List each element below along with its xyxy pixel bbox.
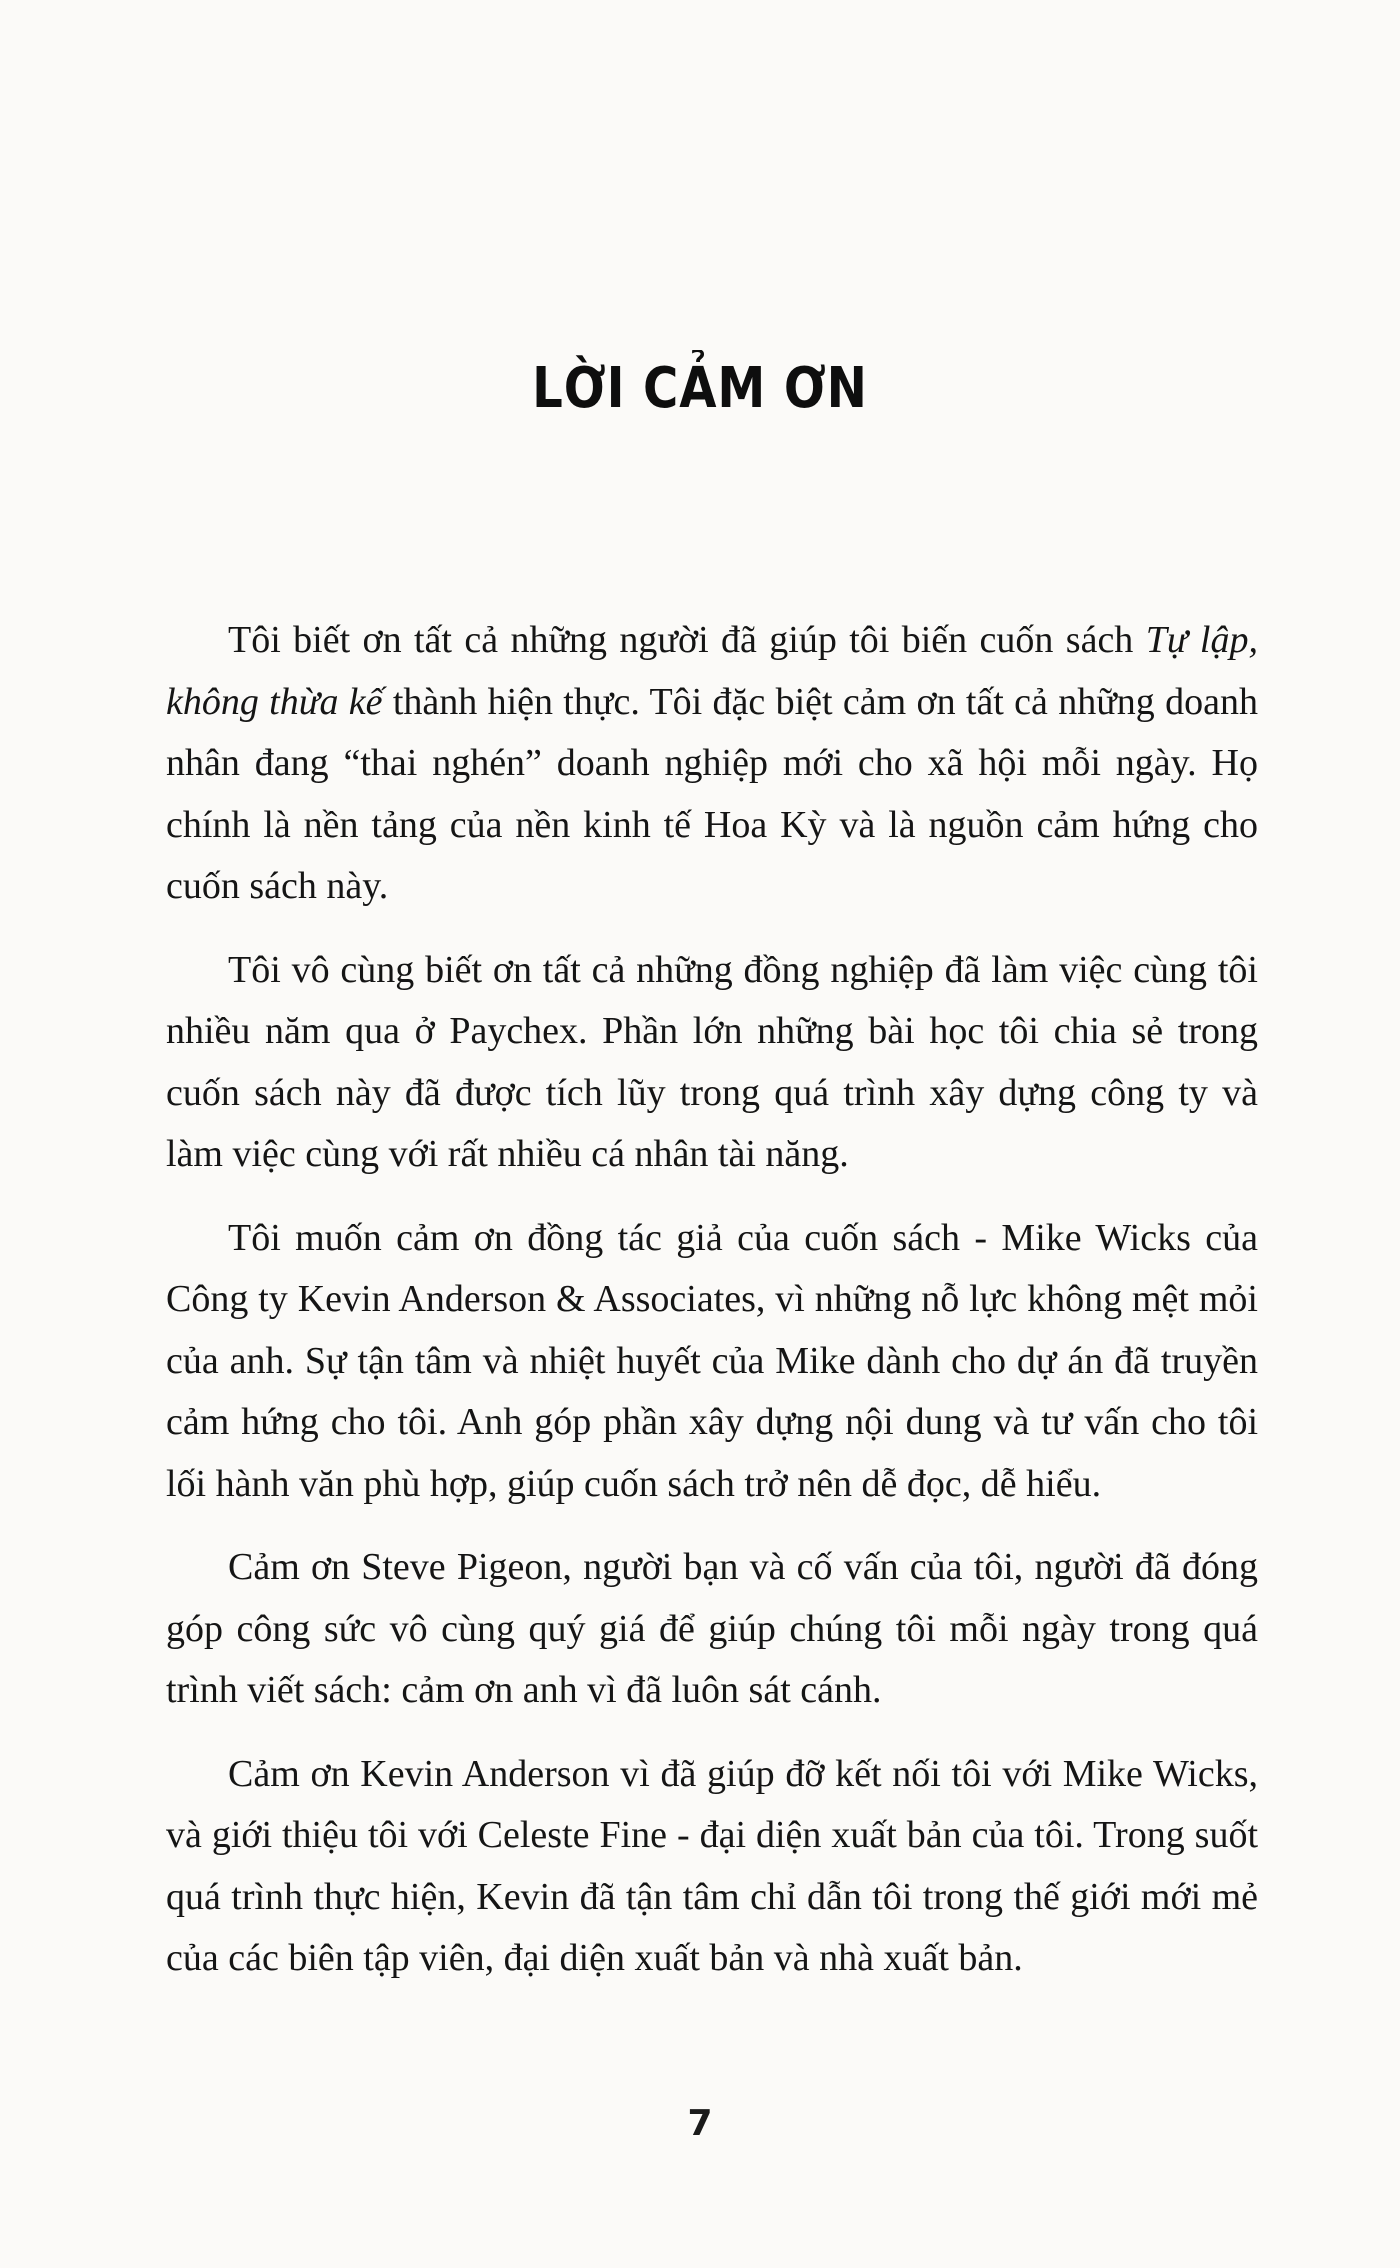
paragraph-1-after: thành hiện thực. Tôi đặc biệt cảm ơn tất cả những doanh nhân đang “thai nghén” doanh nghiệp mới cho xã hội mỗi ngày. Họ chính là nền tảng của nền kinh tế Hoa Kỳ và là nguồn cảm hứng cho cuốn sách này. bbox=[166, 680, 1258, 907]
paragraph-3: Tôi muốn cảm ơn đồng tác giả của cuốn sách - Mike Wicks của Công ty Kevin Anderson & Associates, vì những nỗ lực không mệt mỏi của anh. Sự tận tâm và nhiệt huyết của Mike dành cho dự án đã truyền cảm hứng cho tôi. Anh góp phần xây dựng nội dung và tư vấn cho tôi lối hành văn phù hợp, giúp cuốn sách trở nên dễ đọc, dễ hiểu. bbox=[166, 1216, 1258, 1505]
paragraph-5: Cảm ơn Kevin Anderson vì đã giúp đỡ kết nối tôi với Mike Wicks, và giới thiệu tôi với Celeste Fine - đại diện xuất bản của tôi. Trong suốt quá trình thực hiện, Kevin đã tận tâm chỉ dẫn tôi trong thế giới mới mẻ của các biên tập viên, đại diện xuất bản và nhà xuất bản. bbox=[166, 1752, 1258, 1979]
paragraph-1-before: Tôi biết ơn tất cả những người đã giúp tôi biến cuốn sách bbox=[228, 619, 1146, 661]
book-title-italic: Tự lập, không thừa kế bbox=[166, 619, 1258, 723]
paragraph-1 bbox=[166, 610, 1258, 918]
page-number: 7 bbox=[687, 2103, 713, 2144]
paragraph-2: Tôi vô cùng biết ơn tất cả những đồng nghiệp đã làm việc cùng tôi nhiều năm qua ở Paychex. Phần lớn những bài học tôi chia sẻ trong cuốn sách này đã được tích lũy trong quá trình xây dựng công ty và làm việc cùng với rất nhiều cá nhân tài năng. bbox=[166, 948, 1258, 1175]
paragraph-4: Cảm ơn Steve Pigeon, người bạn và cố vấn của tôi, người đã đóng góp công sức vô cùng quý giá để giúp chúng tôi mỗi ngày trong quá trình viết sách: cảm ơn anh vì đã luôn sát cánh. bbox=[166, 1546, 1258, 1711]
acknowledgement-body bbox=[166, 610, 1258, 1990]
page-title: LỜI CẢM ƠN bbox=[532, 355, 868, 421]
